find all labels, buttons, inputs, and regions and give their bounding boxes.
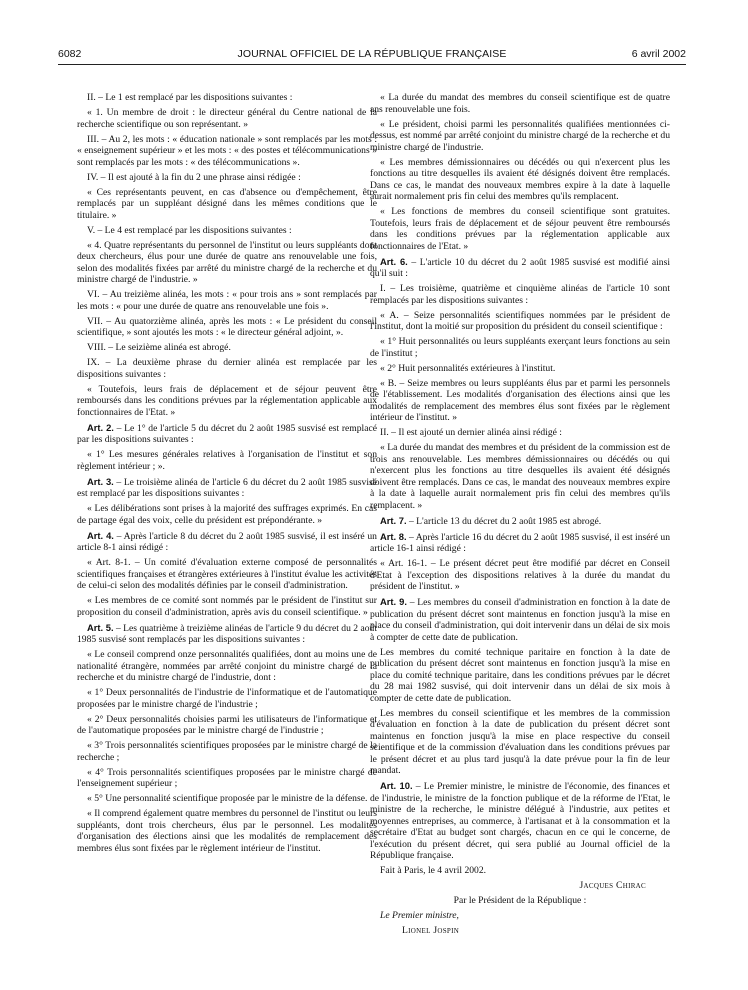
paragraph-text: « Toutefois, leurs frais de déplacement et de séjour peuvent être remboursés dans les conditions prévues par la réglementation applicable aux fonctionnaires de l'Etat. » [77, 383, 377, 418]
paragraph [370, 92, 670, 115]
paragraph [370, 515, 670, 528]
paragraph-text: « 3° Trois personnalités scientifiques proposées par le ministre chargé de la recherche ; [77, 740, 377, 763]
paragraph [370, 780, 670, 862]
paragraph [77, 240, 377, 286]
paragraph [370, 119, 670, 154]
paragraph [77, 342, 377, 354]
paragraph-text: VIII. – Le seizième alinéa est abrogé. [87, 342, 231, 353]
paragraph [370, 157, 670, 203]
paragraph [370, 531, 670, 555]
paragraph [370, 310, 670, 333]
paragraph-text: II. – Le 1 est remplacé par les dispositions suivantes : [87, 92, 293, 103]
paragraph-text: « 2° Huit personnalités extérieures à l'institut. [380, 362, 556, 374]
paragraph [77, 289, 377, 312]
paragraph-text: – Les membres du conseil d'administration en fonction à la date de publication du présent décret sont maintenus en fonction jusqu'à la mise en place du conseil d'administration, qui doit intervenir dans un délai de six mois à compter de cette date de publication. [370, 597, 670, 643]
paragraph [77, 187, 377, 222]
paragraph [77, 530, 377, 554]
paragraph-text: IV. – Il est ajouté à la fin du 2 une phrase ainsi rédigée : [87, 171, 301, 183]
paragraph [77, 767, 377, 790]
paragraph [370, 206, 670, 252]
paragraph-text: – Après l'article 8 du décret du 2 août 1985 susvisé, il est inséré un article 8-1 ainsi rédigé : [77, 530, 377, 553]
paragraph-text: VII. – Au quatorzième alinéa, après les mots : « Le président du conseil scientifique, » sont ajoutés les mots : « le directeur général adjoint, ». [77, 315, 377, 338]
paragraph-text: « 1° Deux personnalités de l'industrie de l'informatique et de l'automatique proposées par le ministre chargé de l'industrie ; [77, 687, 377, 710]
paragraph-text: « Le conseil comprend onze personnalités qualifiées, dont au moins une de nationalité étrangère, nommées par arrêté conjoint du ministre chargé de la recherche et du ministre chargé de l'industrie, dont : [77, 649, 377, 683]
prime-minister-title: Le Premier ministre, [380, 910, 459, 921]
paragraph [77, 740, 377, 763]
article-label: Art. 5. [87, 621, 114, 633]
paragraph-text: « B. – Seize membres ou leurs suppléants élus par et parmi les personnels de l'établissement. Les modalités d'organisation des élections ainsi que les modalités de remplacement des membres élus sont fixées par le règlement intérieur de l'institut. » [370, 377, 670, 423]
paragraph-text: – L'article 10 du décret du 2 août 1985 susvisé est modifié ainsi qu'il suit : [370, 256, 670, 279]
paragraph-text: IX. – La deuxième phrase du dernier alinéa est remplacée par les dispositions suivantes : [77, 357, 377, 380]
journal-title: JOURNAL OFFICIEL DE LA RÉPUBLIQUE FRANÇAISE [237, 48, 507, 60]
paragraph [77, 316, 377, 339]
paragraph-text: « 1. Un membre de droit : le directeur général du Centre national de la recherche scientifique ou son représentant. » [77, 107, 377, 130]
paragraph [77, 476, 377, 500]
paragraph [77, 687, 377, 710]
issue-date: 6 avril 2002 [631, 48, 686, 60]
paragraph-text: I. – Les troisième, quatrième et cinquième alinéas de l'article 10 sont remplacés par les dispositions suivantes : [370, 283, 670, 306]
paragraph-text: « Il comprend également quatre membres du personnel de l'institut ou leurs suppléants, dont trois chercheurs, élus par le personnel. Les modalités d'organisation des élections ainsi que les modalités de remplacement des membres élus sont fixées par le règlement intérieur de l'institut. [77, 808, 377, 854]
paragraph-text: – Le Premier ministre, le ministre de l'économie, des finances et de l'industrie, le ministre de la fonction publique et de la réforme de l'Etat, le ministre de la recherche, le ministre délégué à l'industrie, aux petites et moyennes entreprises, au commerce, à l'artisanat et à la consommation et la secrétaire d'Etat au budget sont chargés, chacun en ce qui le concerne, de l'exécution du présent décret, qui sera publié au Journal officiel de la République française. [370, 781, 670, 861]
article-label: Art. 7. [380, 514, 407, 526]
article-label: Art. 2. [87, 421, 114, 433]
paragraph-text: « Les fonctions de membres du conseil scientifique sont gratuites. Toutefois, leurs frais de déplacement et de séjour peuvent être remboursés dans les conditions prévues par la réglementation applicable aux fonctionnaires de l'Etat. » [370, 206, 670, 252]
paragraph [370, 442, 670, 511]
paragraph [370, 336, 670, 359]
paragraph-text: « Art. 8-1. – Un comité d'évaluation externe composé de personnalités scientifiques françaises et étrangères extérieures à l'institut évalue les activités de celui-ci selon des modalités définies par le conseil d'administration. [77, 557, 377, 591]
page-number: 6082 [58, 48, 82, 60]
paragraph-text: « La durée du mandat des membres et du président de la commission est de trois ans renouvelable. Les membres démissionnaires ou décédés ou qui n'exercent plus les fonctions au titre desquelles ils avaient été désignés doivent être remplacés. Dans ce cas, le mandat des nouveaux membres expire à la date à laquelle aurait normalement pris fin celui des membres qu'ils remplacent. » [370, 442, 670, 511]
paragraph-text: « La durée du mandat des membres du conseil scientifique est de quatre ans renouvelable une fois. [370, 92, 670, 115]
paragraph-text: « 1° Les mesures générales relatives à l'organisation de l'institut et son règlement intérieur ; ». [77, 449, 377, 472]
header-rule [58, 64, 686, 65]
paragraph-text: Fait à Paris, le 4 avril 2002. [380, 865, 487, 876]
paragraph [77, 649, 377, 684]
paragraph [370, 283, 670, 306]
paragraph [370, 378, 670, 424]
paragraph-text: – L'article 13 du décret du 2 août 1985 est abrogé. [406, 515, 602, 527]
paragraph [77, 134, 377, 169]
paragraph [370, 363, 670, 375]
paragraph [77, 714, 377, 737]
paragraph [77, 172, 377, 184]
paragraph [370, 708, 670, 777]
right-column [370, 92, 670, 940]
article-label: Art. 6. [380, 255, 408, 267]
article-label: Art. 9. [380, 596, 407, 607]
paragraph-text: V. – Le 4 est remplacé par les dispositions suivantes : [87, 224, 292, 236]
paragraph [370, 865, 670, 877]
paragraph-text: « Ces représentants peuvent, en cas d'absence ou d'empêchement, être remplacés par un suppléant désigné dans les mêmes conditions que le titulaire. » [77, 186, 377, 221]
article-label: Art. 4. [87, 529, 114, 541]
paragraph [77, 384, 377, 419]
paragraph [370, 647, 670, 705]
paragraph [77, 422, 377, 446]
paragraph-text: « Les membres démissionnaires ou décédés ou qui n'exercent plus les fonctions au titre desquelles ils avaient été désignés doivent être remplacés. Dans ce cas, le mandat des nouveaux membres expire à la date à laquelle aurait normalement pris fin celui des membres qu'ils remplacent. [370, 156, 670, 202]
paragraph-text: « 4° Trois personnalités scientifiques proposées par le ministre chargé de l'enseignement supérieur ; [77, 766, 377, 789]
paragraph-text: – Les quatrième à treizième alinéas de l'article 9 du décret du 2 août 1985 susvisé sont remplacés par les dispositions suivantes : [77, 622, 377, 645]
paragraph [77, 622, 377, 646]
paragraph [77, 449, 377, 472]
paragraph-text: « 5° Une personnalité scientifique proposée par le ministre de la défense. [87, 793, 368, 804]
paragraph-text: « 1° Huit personnalités ou leurs suppléants exerçant leurs fonctions au sein de l'institut ; [370, 336, 670, 359]
signatory-president: Jacques Chirac [579, 880, 646, 891]
article-label: Art. 8. [380, 530, 407, 542]
paragraph-text: « Art. 16-1. – Le présent décret peut être modifié par décret en Conseil d'Etat à l'exception des dispositions relatives à la durée du mandat du président de l'institut. » [370, 558, 670, 592]
article-label: Art. 3. [87, 475, 114, 487]
paragraph-text: « 2° Deux personnalités choisies parmi les utilisateurs de l'informatique et de l'automatique proposées par le ministre chargé de l'industrie ; [77, 713, 377, 736]
paragraph-text: II. – Il est ajouté un dernier alinéa ainsi rédigé : [380, 427, 562, 438]
article-label: Art. 10. [380, 780, 413, 791]
paragraph [370, 427, 670, 439]
paragraph [77, 357, 377, 380]
left-column [77, 92, 377, 858]
paragraph [370, 256, 670, 280]
paragraph [370, 596, 670, 643]
paragraph [77, 808, 377, 854]
paragraph-text: Les membres du conseil scientifique et les membres de la commission d'évaluation en fonction à la date de publication du présent décret sont maintenus en fonction jusqu'à la mise en place respective du conseil scientifique et de la commission d'évaluation dans les conditions prévues par le présent décret et au plus tard jusqu'à la date prévue pour la fin de leur mandat. [370, 707, 670, 776]
paragraph-text: « 4. Quatre représentants du personnel de l'institut ou leurs suppléants dont deux chercheurs, élus pour une durée de quatre ans renouvelable une fois, selon des modalités fixées par arrêté du ministre chargé de la recherche et du ministre chargé de l'industrie. » [77, 239, 377, 285]
paragraph [77, 595, 377, 618]
paragraph-text: III. – Au 2, les mots : « éducation nationale » sont remplacés par les mots : « enseignement supérieur » et les mots : « des postes et télécommunications » sont remplacés par les mots : « des télécommunications ». [77, 133, 377, 168]
paragraph [77, 92, 377, 104]
paragraph [77, 557, 377, 592]
paragraph-text: « Les membres de ce comité sont nommés par le président de l'institut sur proposition du conseil d'administration, après avis du conseil scientifique. » [77, 595, 377, 618]
paragraph-text: – Après l'article 16 du décret du 2 août 1985 susvisé, il est inséré un article 16-1 ainsi rédigé : [370, 531, 670, 554]
paragraph-text: – Le 1° de l'article 5 du décret du 2 août 1985 susvisé est remplacé par les dispositions suivantes : [77, 422, 377, 445]
paragraph [77, 503, 377, 526]
paragraph-text: VI. – Au treizième alinéa, les mots : « pour trois ans » sont remplacés par les mots : « pour une durée de quatre ans renouvelable une fois ». [77, 289, 377, 312]
paragraph [370, 558, 670, 593]
paragraph-text: « Les délibérations sont prises à la majorité des suffrages exprimés. En cas de partage égal des voix, celle du président est prépondérante. » [77, 503, 377, 526]
prime-minister-name: Lionel Jospin [402, 925, 460, 936]
paragraph [77, 793, 377, 805]
paragraph-text: Les membres du comité technique paritaire en fonction à la date de publication du présent décret sont maintenus en fonction jusqu'à la mise en place du comité technique paritaire, dans les conditions prévues par le décret du 28 mai 1982 susvisé, qui doit intervenir dans un délai de six mois à compter de cette date de publication. [370, 646, 670, 704]
right-column-paragraphs [370, 92, 670, 877]
signatory-line: Par le Président de la République : [453, 895, 587, 906]
paragraph [77, 107, 377, 130]
paragraph-text: – Le troisième alinéa de l'article 6 du décret du 2 août 1985 susvisé est remplacé par les dispositions suivantes : [77, 476, 377, 499]
paragraph [77, 225, 377, 237]
paragraph-text: « A. – Seize personnalités scientifiques nommées par le président de l'institut, dont la moitié sur proposition du président du conseil scientifique : [370, 309, 670, 332]
paragraph-text: « Le président, choisi parmi les personnalités qualifiées mentionnées ci-dessus, est nommé par arrêté conjoint du ministre chargé de la recherche et du ministre chargé de l'industrie. [370, 118, 670, 153]
